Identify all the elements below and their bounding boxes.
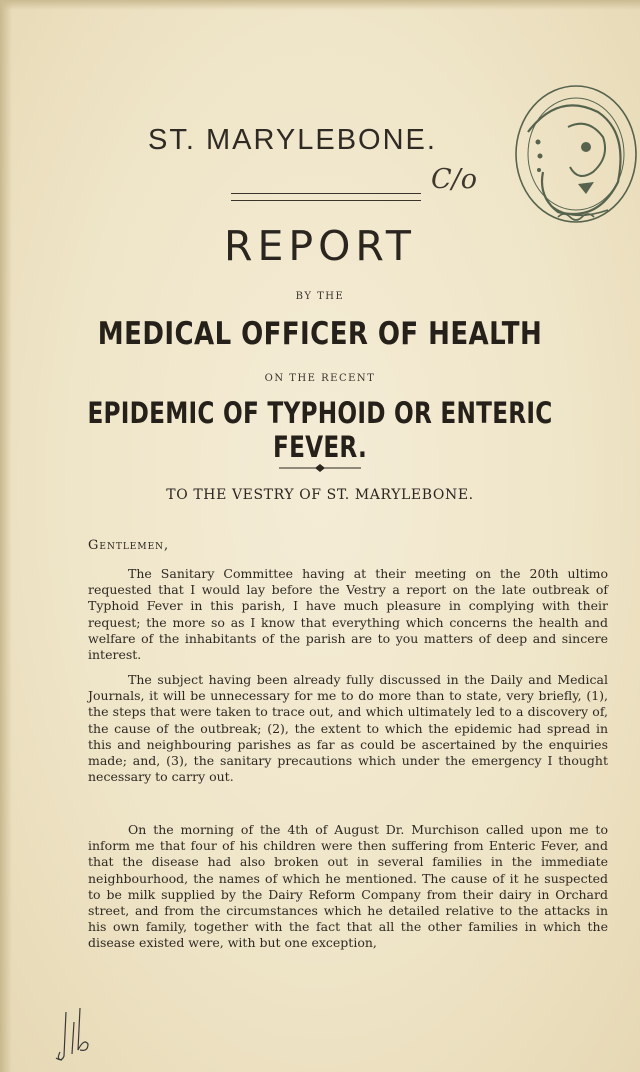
paragraph-2: The subject having been already fully discussed in the Daily and Medical Journals, it will be unnecessary for me to do more than to state, very briefly, (1), the steps that were taken to trace out, and which ultimately led to a discovery of, the cause of the outbreak; (2), the extent to which the epidemic had spread in this and neighbouring parishes as far as could be ascertained by the enquiries made; and, (3), the sanitary precautions which under the emergency I thought necessary to carry out. [88, 672, 608, 785]
on-the-recent-line: ON THE RECENT [264, 373, 376, 384]
double-rule-divider [231, 193, 421, 201]
page-top-shadow [0, 0, 640, 10]
page-edge-shadow [0, 0, 12, 1072]
library-stamp-seal [498, 72, 640, 242]
paragraph-3: On the morning of the 4th of August Dr. Murchison called upon me to inform me that four of his children were then suffering from Enteric Fever, and that the disease had also broken out in several families in the immediate neighbourhood, the names of which he mentioned. The cause of it he suspected to be milk supplied by the Dairy Reform Company from their dairy in Orchard street, and from the circumstances which he detailed relative to the attacks in his own family, together with the fact that all the other families in which the disease existed were, with but one exception, [88, 822, 608, 951]
addressee-line: TO THE VESTRY OF ST. MARYLEBONE. [166, 487, 474, 503]
parish-heading: ST. MARYLEBONE. [148, 124, 437, 156]
subject-title: EPIDEMIC OF TYPHOID OR ENTERIC FEVER. [87, 396, 553, 464]
paragraph-1: The Sanitary Committee having at their meeting on the 20th ultimo requested that I would lay before the Vestry a report on the late outbreak of Typhoid Fever in this parish, I have much pleasure in complying with their request; the more so as I know that everything which concerns the health and welfare of the inhabitants of the parish are to you matters of deep and sincere interest. [88, 566, 608, 663]
by-the-line: BY THE [295, 291, 345, 302]
handwritten-note: C/o [431, 164, 478, 195]
salutation: Gentlemen, [88, 538, 170, 553]
report-title: REPORT [224, 222, 416, 270]
officer-title: MEDICAL OFFICER OF HEALTH [97, 316, 543, 352]
marginal-signature [52, 1004, 112, 1064]
diamond-rule-ornament [279, 463, 361, 473]
